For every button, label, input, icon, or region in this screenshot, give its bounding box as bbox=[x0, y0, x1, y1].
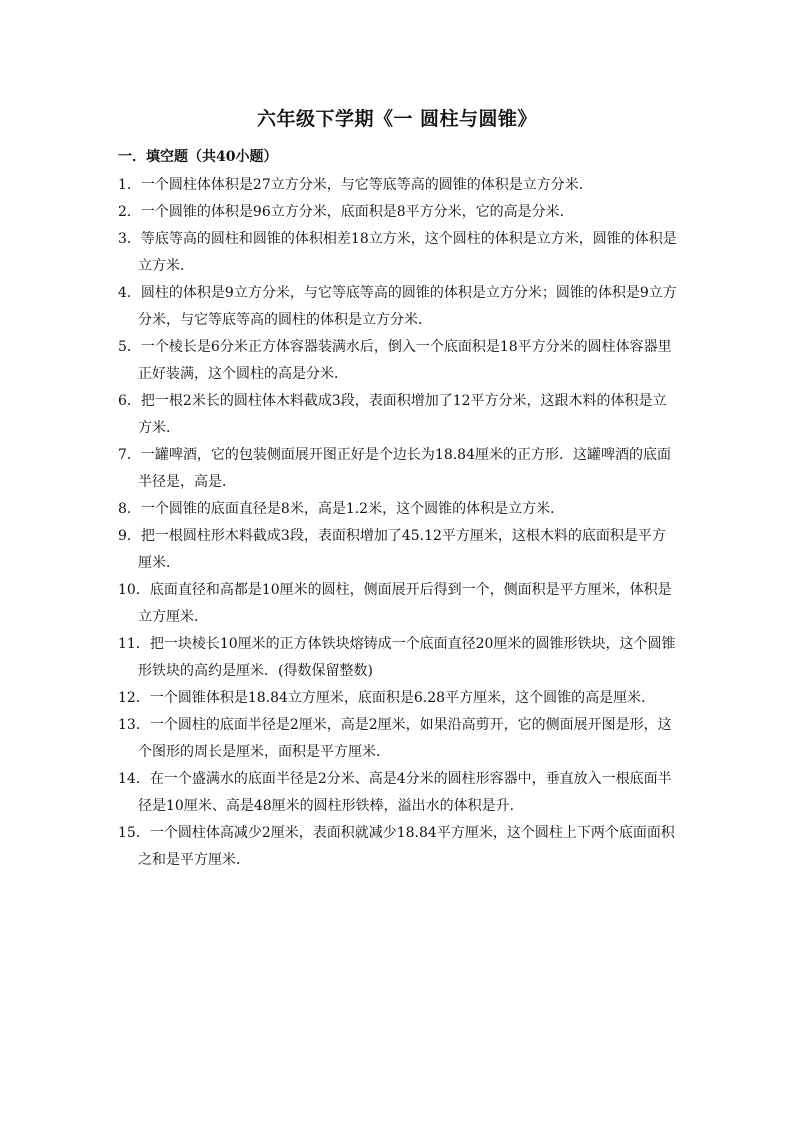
question-text: 厘米． bbox=[613, 690, 656, 706]
question-text: 立方米． bbox=[508, 501, 565, 517]
question-number: 3． bbox=[118, 231, 141, 247]
question-3 bbox=[118, 226, 678, 280]
question-number: 11． bbox=[118, 636, 150, 652]
question-text: 立方米． bbox=[138, 393, 667, 436]
question-8 bbox=[118, 496, 678, 523]
question-text: 立方分米． bbox=[522, 177, 593, 193]
question-11 bbox=[118, 631, 678, 685]
question-text: 一个圆柱的底面半径是2厘米，高是2厘米，如果沿高剪开，它的侧面展开图是 bbox=[149, 717, 630, 733]
question-text: 平方厘米． bbox=[180, 852, 250, 868]
question-text: 立方分米；圆锥的体积是9立方分米，与它等底等高的圆柱的体积是 bbox=[138, 285, 677, 328]
question-number: 4． bbox=[118, 285, 141, 301]
question-4 bbox=[118, 280, 678, 334]
question-number: 12． bbox=[118, 690, 150, 706]
question-number: 1． bbox=[118, 177, 141, 193]
question-2 bbox=[118, 199, 678, 226]
question-15 bbox=[118, 820, 678, 874]
question-text: 圆柱的体积是9立方分米，与它等底等高的圆锥的体积是 bbox=[140, 285, 486, 301]
section-heading: 一．填空题（共40小题） bbox=[118, 149, 278, 165]
question-14 bbox=[118, 766, 678, 820]
question-text: 一个圆锥的底面直径是8米，高是1.2米，这个圆锥的体积是 bbox=[140, 501, 509, 517]
question-text: 一个圆柱体高减少2厘米，表面积就减少18.84平方厘米，这个圆柱上下两个底面面积之和是 bbox=[138, 825, 675, 868]
question-text: 平方厘米． bbox=[320, 744, 390, 760]
question-text: 一个棱长是6分米正方体容器装满水后，倒入一个底面积是18平方分米的圆柱体容器里正好装满，这个圆柱的高是 bbox=[138, 339, 672, 382]
question-1 bbox=[118, 172, 678, 199]
question-text: 立方米． bbox=[138, 258, 194, 274]
question-number: 8． bbox=[118, 501, 141, 517]
question-text: 厘米．(得数保留整数) bbox=[236, 663, 373, 679]
question-text: 一罐啤酒，它的包装侧面展开图正好是个边长为18.84厘米的正方形．这罐啤酒的底面半径是 bbox=[138, 447, 671, 490]
page-title: 六年级下学期《一 圆柱与圆锥》 bbox=[256, 108, 538, 130]
question-text: 等底等高的圆柱和圆锥的体积相差18立方米，这个圆柱的体积是 bbox=[140, 231, 537, 247]
question-12 bbox=[118, 685, 678, 712]
question-text: 在一个盛满水的底面半径是2分米、高是4分米的圆柱形容器中，垂直放入一根底面半径是10厘米、高是48厘米的圆柱形铁棒，溢出水的体积是 bbox=[138, 771, 672, 814]
question-text: ，侧面积是 bbox=[489, 582, 560, 598]
question-number: 6． bbox=[118, 393, 141, 409]
question-6 bbox=[118, 388, 678, 442]
question-9 bbox=[118, 523, 678, 577]
question-number: 7． bbox=[118, 447, 141, 463]
question-text: 升． bbox=[495, 798, 524, 814]
question-5 bbox=[118, 334, 678, 388]
question-number: 10． bbox=[118, 582, 150, 598]
question-number: 9． bbox=[118, 528, 141, 544]
question-text: 形，这个图形的周长是 bbox=[138, 717, 672, 760]
question-text: 立方分米． bbox=[362, 312, 432, 328]
question-number: 5． bbox=[118, 339, 141, 355]
question-text: ． bbox=[222, 474, 236, 490]
question-text: 分米． bbox=[306, 366, 348, 382]
question-text: 分米． bbox=[531, 204, 574, 220]
question-text: 厘米，面积是 bbox=[236, 744, 320, 760]
question-number: 2． bbox=[118, 204, 141, 220]
question-number: 15． bbox=[118, 825, 150, 841]
question-text: 底面直径和高都是10厘米的圆柱，侧面展开后得到一个 bbox=[149, 582, 490, 598]
question-text: 立方米，圆锥的体积是 bbox=[536, 231, 677, 247]
question-text: 一个圆锥的体积是96立方分米，底面积是8平方分米，它的高是 bbox=[140, 204, 532, 220]
question-10 bbox=[118, 577, 678, 631]
question-text: 平方厘米． bbox=[138, 528, 666, 571]
question-text: ，高是 bbox=[180, 474, 222, 490]
question-text: 把一根2米长的圆柱体木料截成3段，表面积增加了12平方分米，这跟木料的体积是 bbox=[140, 393, 653, 409]
question-text: 一个圆柱体体积是27立方分米，与它等底等高的圆锥的体积是 bbox=[140, 177, 523, 193]
question-number: 13． bbox=[118, 717, 150, 733]
question-text: 一个圆锥体积是18.84立方厘米，底面积是6.28平方厘米，这个圆锥的高是 bbox=[149, 690, 614, 706]
question-list bbox=[118, 172, 678, 874]
question-text: 把一根圆柱形木料截成3段，表面积增加了45.12平方厘米，这根木料的底面积是 bbox=[140, 528, 638, 544]
question-text: 把一块棱长10厘米的正方体铁块熔铸成一个底面直径20厘米的圆锥形铁块，这个圆锥形铁块的高约是 bbox=[138, 636, 676, 679]
question-number: 14． bbox=[118, 771, 150, 787]
question-13 bbox=[118, 712, 678, 766]
question-text: 平方厘米，体积是 bbox=[559, 582, 672, 598]
question-text: 立方厘米． bbox=[138, 609, 208, 625]
question-7 bbox=[118, 442, 678, 496]
